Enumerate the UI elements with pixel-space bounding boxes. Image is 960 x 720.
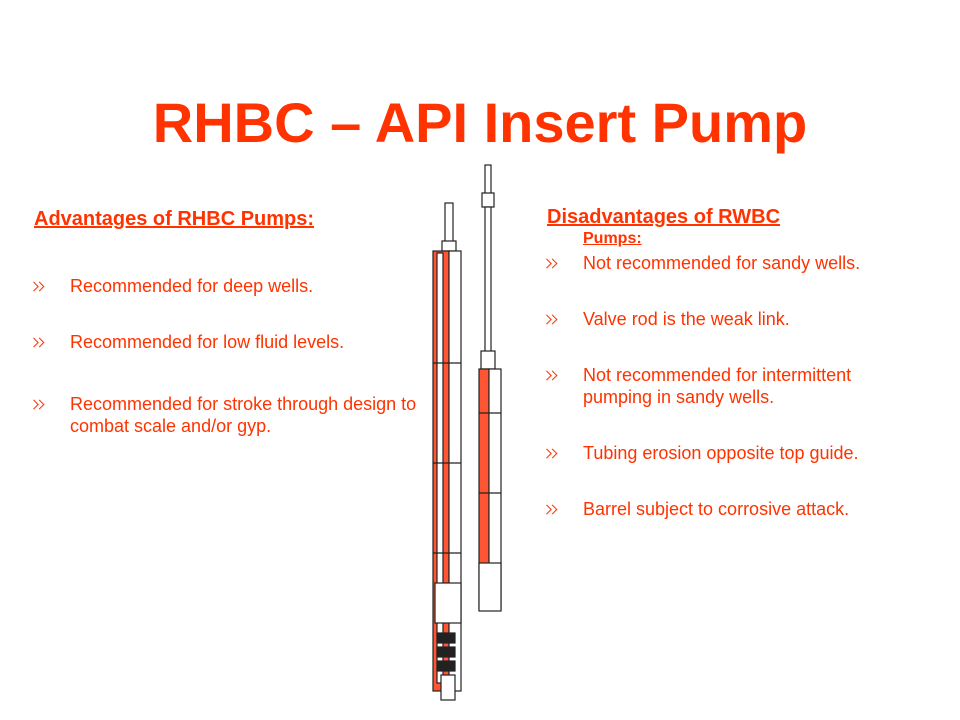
- insert-pump-diagram: [425, 163, 515, 708]
- plunger-assembly: [479, 165, 501, 611]
- chevron-right-icon: [548, 371, 558, 381]
- list-item: [547, 442, 907, 464]
- list-item: [547, 308, 907, 330]
- advantages-column: [34, 207, 424, 471]
- list-item-text: Not recommended for intermittent pumping in sandy wells.: [583, 365, 852, 408]
- disadvantages-heading: [547, 205, 907, 248]
- list-item-text: Tubing erosion opposite top guide.: [583, 443, 859, 464]
- list-item: [547, 498, 907, 520]
- chevron-right-icon: [548, 259, 558, 269]
- slide-title: RHBC – API Insert Pump: [152, 91, 808, 154]
- list-item-text: Recommended for deep wells.: [70, 276, 314, 296]
- list-item-text: Barrel subject to corrosive attack.: [583, 499, 850, 520]
- advantages-list: [34, 275, 424, 437]
- advantages-heading: Advantages of RHBC Pumps:: [34, 208, 315, 230]
- disadvantages-list: [547, 252, 907, 520]
- chevron-right-icon: [35, 282, 45, 292]
- list-item-text: Valve rod is the weak link.: [583, 309, 790, 330]
- disadvantages-heading-small: Pumps:: [583, 230, 642, 247]
- list-item-text: Not recommended for sandy wells.: [583, 253, 861, 274]
- list-item: [547, 252, 907, 274]
- barrel-assembly: [433, 203, 461, 700]
- list-item: [547, 364, 907, 408]
- list-item-text: Recommended for low fluid levels.: [70, 332, 345, 352]
- list-item: [34, 331, 424, 353]
- chevron-right-icon: [548, 449, 558, 459]
- list-item: [34, 393, 424, 437]
- disadvantages-column: [547, 205, 907, 554]
- list-item: [34, 275, 424, 297]
- chevron-right-icon: [35, 338, 45, 348]
- list-item-text: Recommended for stroke through design to combat scale and/or gyp.: [70, 394, 417, 436]
- chevron-right-icon: [548, 315, 558, 325]
- chevron-right-icon: [548, 505, 558, 515]
- chevron-right-icon: [35, 400, 45, 410]
- disadvantages-heading-main: Disadvantages of RWBC: [547, 206, 781, 228]
